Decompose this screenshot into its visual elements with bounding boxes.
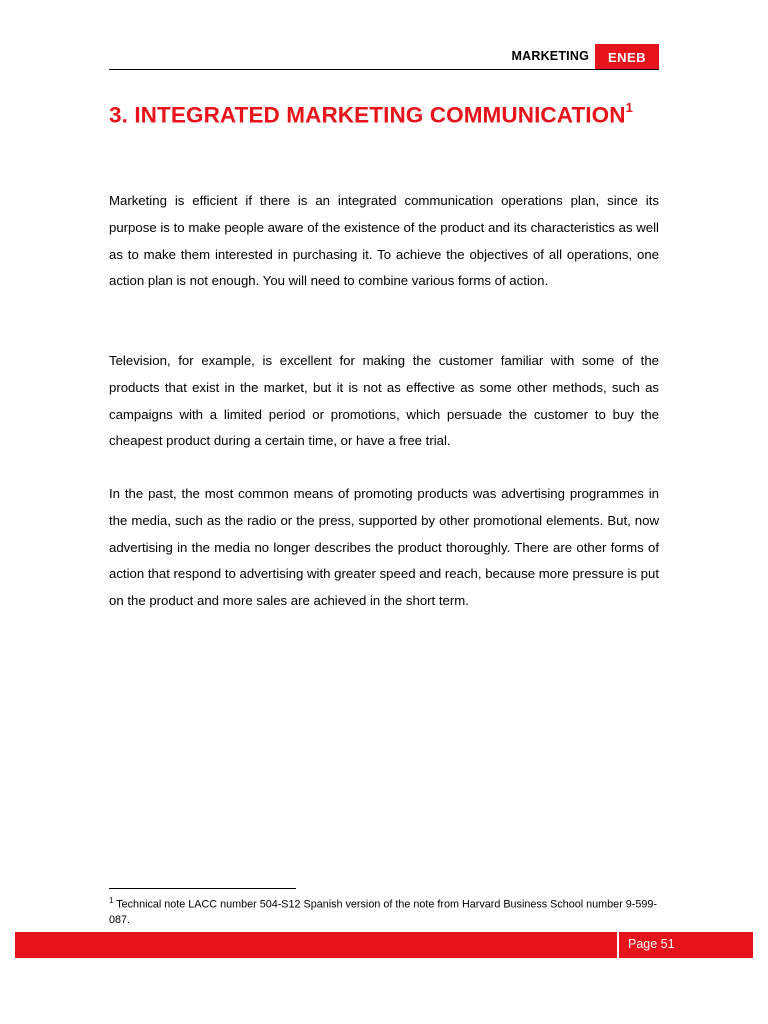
body-paragraph-1: Marketing is efficient if there is an integrated communication operations plan, since its purpose is to make people aware of the existence of the product and its characteristics as well as to make them interested in purchasing it. To achieve the objectives of all operations, one action plan is not enough. You will need to combine various forms of action. — [109, 193, 659, 289]
chapter-title-text: 3. INTEGRATED MARKETING COMMUNICATION — [109, 102, 626, 128]
page-header — [109, 42, 659, 70]
chapter-title — [109, 102, 669, 129]
footnote-text: Technical note LACC number 504-S12 Spanish version of the note from Harvard Business School number 9-599-087. — [109, 898, 657, 926]
page-number: Page 51 — [628, 937, 675, 951]
body-paragraph-3: In the past, the most common means of promoting products was advertising programmes in the media, such as the radio or the press, supported by other promotional elements. But, now advertising in the media no longer describes the product thoroughly. There are other forms of action that respond to advertising with greater speed and reach, because more pressure is put on the product and more sales are achieved in the short term. — [109, 486, 659, 609]
footnote-mark: 1 — [109, 896, 114, 905]
title-footnote-mark: 1 — [625, 100, 633, 115]
footnote-divider — [109, 888, 296, 889]
footnote — [109, 893, 669, 928]
footer-separator — [617, 932, 619, 958]
header-divider — [109, 69, 659, 70]
brand-badge — [595, 44, 659, 70]
brand-badge-text: ENEB — [607, 49, 647, 65]
body-paragraph-2: Television, for example, is excellent for making the customer familiar with some of the products that exist in the market, but it is not as effective as some other methods, such as campaigns with a limited period or promotions, which persuade the customer to buy the cheapest product during a certain time, or have a free trial. — [109, 353, 659, 449]
section-label: MARKETING — [511, 49, 589, 63]
